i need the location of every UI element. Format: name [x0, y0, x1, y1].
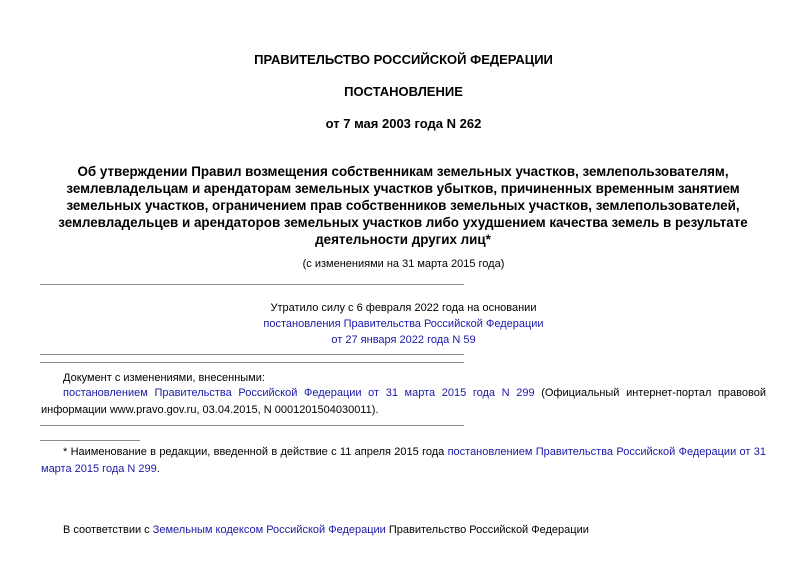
basis-suffix: Правительство Российской Федерации	[385, 524, 589, 536]
expired-link-line-1[interactable]: постановления Правительства Российской Федерации	[263, 318, 544, 330]
footnote	[41, 444, 766, 478]
basis-paragraph	[41, 522, 766, 539]
expired-notice	[0, 300, 807, 348]
expired-text: Утратило силу с 6 февраля 2022 года на основании	[270, 302, 537, 314]
footnote-separator	[40, 440, 140, 441]
amendments-note: (с изменениями на 31 марта 2015 года)	[302, 258, 505, 270]
document-title: Об утверждении Правил возмещения собственникам земельных участков, землепользователям, землевладельцам и арендаторам земельных участков убытков, причиненных временным занятием земельных участков, ограничением прав собственников земельных участков, землепользователей, землевладельцев и арендаторов земельных участков либо ухудшением качества земель в результате деятельности других лиц*	[58, 164, 748, 247]
changes-intro: Документ с изменениями, внесенными:	[63, 372, 265, 384]
document-type-heading: ПОСТАНОВЛЕНИЕ	[344, 84, 463, 99]
divider	[40, 425, 464, 426]
date-number-heading: от 7 мая 2003 года N 262	[325, 116, 482, 131]
divider	[40, 284, 464, 285]
changes-link[interactable]: постановлением Правительства Российской Федерации от 31 марта 2015 года N 299	[63, 387, 535, 399]
changes-paragraph	[41, 385, 766, 419]
footnote-prefix: * Наименование в редакции, введенной в действие с 11 апреля 2015 года	[63, 446, 448, 458]
land-code-link[interactable]: Земельным кодексом Российской Федерации	[152, 524, 386, 536]
divider	[40, 362, 464, 363]
footnote-link[interactable]: постановлением Правительства Российской Федерации от 31 марта 2015 года N 299	[41, 446, 766, 475]
footnote-suffix: .	[156, 463, 160, 475]
basis-prefix: В соответствии с	[63, 524, 153, 536]
expired-link-line-2[interactable]: от 27 января 2022 года N 59	[331, 334, 476, 346]
changes-tail: (Официальный интернет-портал правовой информации www.pravo.gov.ru, 03.04.2015, N 0001201504030011).	[41, 387, 766, 416]
divider	[40, 354, 464, 355]
government-heading: ПРАВИТЕЛЬСТВО РОССИЙСКОЙ ФЕДЕРАЦИИ	[254, 52, 553, 67]
